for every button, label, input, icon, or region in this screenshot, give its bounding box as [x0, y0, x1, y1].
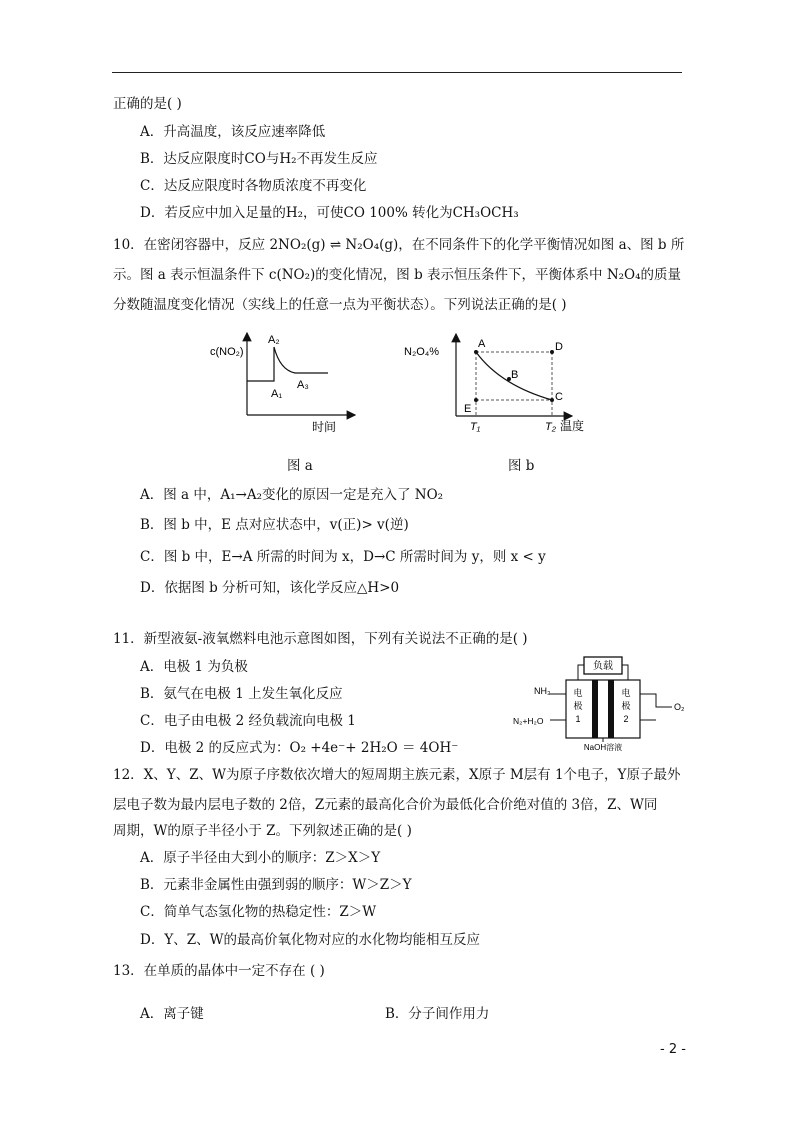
fig-b-point-e [474, 398, 478, 402]
q9-option-b: B．达反应限度时CO与H₂不再发生反应 [140, 151, 378, 167]
wire-left [578, 665, 584, 680]
q9-option-a: A．升高温度，该反应速率降低 [140, 124, 326, 140]
figure-b [400, 330, 600, 440]
fig-b-t1: T₁ [470, 421, 481, 433]
load-label: 负载 [593, 661, 613, 672]
q12-option-c: C．简单气态氢化物的热稳定性：Z＞W [140, 904, 377, 920]
q12-line-3: 周期，W的原子半径小于 Z。下列叙述正确的是( ) [113, 823, 412, 839]
fig-a-decay-curve [274, 347, 328, 373]
electrode-1-char-1: 电 [573, 688, 583, 698]
fig-a-step-line [247, 347, 274, 381]
q11-option-b: B．氨气在电极 1 上发生氧化反应 [140, 686, 343, 702]
q11-option-c: C．电子由电极 2 经负载流向电极 1 [140, 713, 356, 729]
fig-b-ylabel: N₂O₄% [404, 346, 440, 358]
q10-option-b: B．图 b 中，E 点对应状态中，v(正)> v(逆) [140, 517, 409, 533]
page-number: - 2 - [660, 1042, 686, 1057]
fig-b-label-a: A [478, 338, 486, 350]
fig-b-caption: 图 b [508, 458, 535, 474]
fig-b-point-a [474, 350, 478, 354]
fig-b-t2: T₂ [545, 421, 556, 433]
q9-option-c: C．达反应限度时各物质浓度不再变化 [140, 178, 367, 194]
q11-option-a: A．电极 1 为负极 [140, 659, 248, 675]
wire-right [622, 665, 628, 680]
fig-b-point-c [550, 398, 554, 402]
q12-option-b: B．元素非金属性由强到弱的顺序：W＞Z＞Y [140, 877, 412, 893]
q10-line-2: 示。图 a 表示恒温条件下 c(NO₂)的变化情况，图 b 表示恒压条件下，平衡体系中 N₂O₄的质量 [113, 267, 682, 283]
electrode-2-char-2: 极 [621, 701, 631, 711]
fig-b-label-c: C [555, 391, 563, 403]
q13-option-b: B．分子间作用力 [385, 1006, 490, 1022]
q13-option-a: A．离子键 [140, 1006, 204, 1022]
q11-stem: 11．新型液氨-液氧燃料电池示意图如图，下列有关说法不正确的是( ) [113, 631, 528, 647]
fig-b-point-d [550, 350, 554, 354]
electrode-1-char-2: 极 [573, 701, 583, 711]
q9-stem-tail: 正确的是( ) [113, 96, 182, 112]
q12-option-d: D．Y、Z、W的最高价氧化物对应的水化物均能相互反应 [140, 932, 480, 948]
q10-option-d: D．依据图 b 分析可知，该化学反应△H>0 [140, 580, 400, 596]
q12-line-1: 12．X、Y、Z、W为原子序数依次增大的短周期主族元素，X原子 M层有 1个电子，Y原子最外 [113, 767, 681, 783]
q10-line-3: 分数随温度变化情况（实线上的任意一点为平衡状态）。下列说法正确的是( ) [113, 297, 567, 313]
header-rule [112, 72, 682, 73]
o2-label: O₂ [674, 702, 685, 712]
q10-line-1: 10．在密闭容器中，反应 2NO₂(g) ⇌ N₂O₄(g)，在不同条件下的化学平衡情况如图 a、图 b 所 [113, 237, 685, 253]
fig-a-caption: 图 a [287, 458, 313, 474]
fig-a-label-a1: A₁ [271, 388, 283, 400]
q10-option-a: A．图 a 中，A₁→A₂变化的原因一定是充入了 NO₂ [140, 487, 444, 503]
fuel-cell-diagram [510, 654, 690, 756]
figure-a [200, 325, 370, 440]
q13-stem: 13．在单质的晶体中一定不存在 ( ) [113, 963, 325, 979]
o2-inlet [640, 694, 672, 707]
fig-b-label-d: D [555, 341, 563, 353]
fig-a-label-a2: A₂ [268, 334, 280, 346]
fig-a-label-a3: A₃ [297, 379, 309, 391]
products-label: N₂+H₂O [513, 716, 544, 726]
q10-option-c: C．图 b 中，E→A 所需的时间为 x，D→C 所需时间为 y，则 x < y [140, 549, 546, 565]
q12-line-2: 层电子数为最内层电子数的 2倍，Z元素的最高化合价为最低化合价绝对值的 3倍，Z、W同 [113, 797, 658, 813]
nh3-label: NH₃ [534, 686, 551, 696]
q11-option-d: D．电极 2 的反应式为：O₂ +4e⁻+ 2H₂O ＝ 4OH⁻ [140, 740, 459, 756]
fig-b-label-e: E [464, 403, 472, 415]
electrode-1-char-3: 1 [575, 714, 581, 724]
electrolyte-label: NaOH溶液 [583, 743, 623, 752]
electrode-2-plate [608, 680, 614, 738]
electrode-2-char-1: 电 [621, 688, 631, 698]
fig-b-xlabel: 温度 [560, 419, 585, 433]
fig-a-xlabel: 时间 [312, 420, 337, 434]
q12-option-a: A．原子半径由大到小的顺序：Z＞X＞Y [140, 850, 381, 866]
fig-b-label-b: B [511, 369, 519, 381]
electrode-2-char-3: 2 [623, 714, 629, 724]
fig-a-ylabel: c(NO₂) [210, 346, 244, 358]
electrode-1-plate [592, 680, 598, 738]
q9-option-d: D．若反应中加入足量的H₂，可使CO 100% 转化为CH₃OCH₃ [140, 205, 519, 221]
